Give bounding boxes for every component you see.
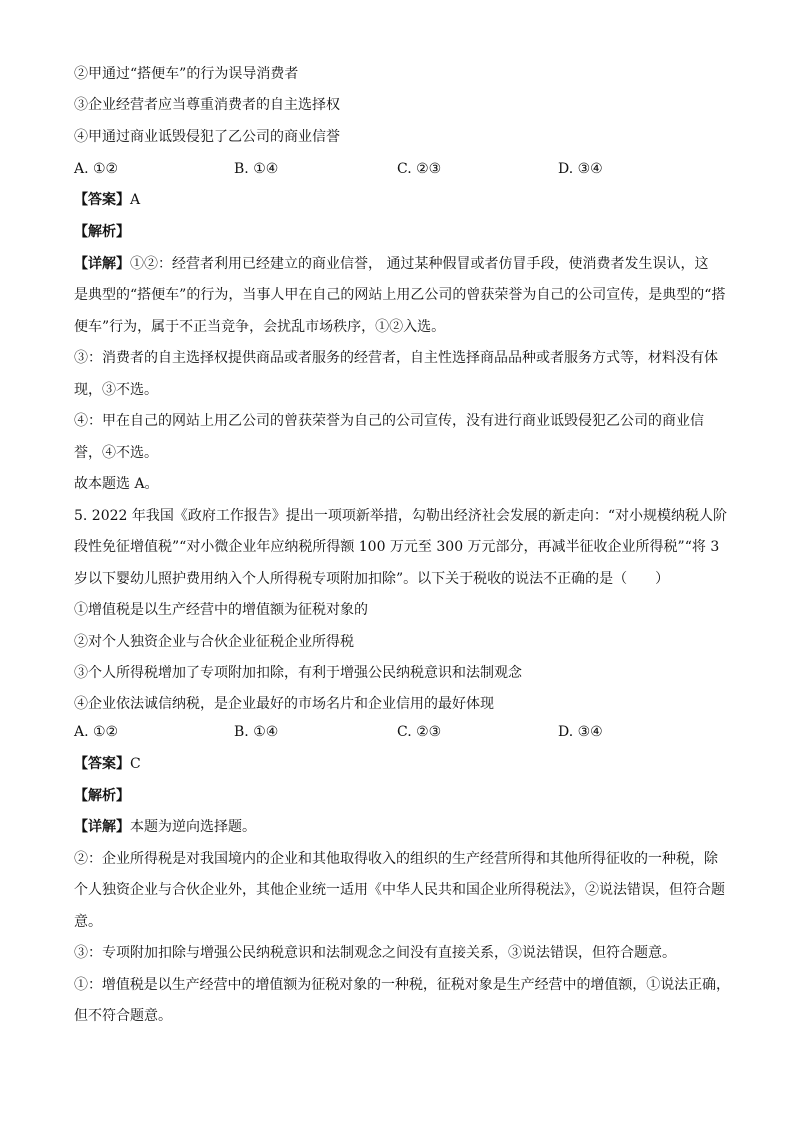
q4-detail-line-2: 是典型的“搭便车”的行为，当事人甲在自己的网站上用乙公司的曾获荣誉为自己的公司宣传，是典型的“搭 bbox=[74, 287, 726, 303]
q5-detail-line-5: ①：增值税是以生产经营中的增值额为征税对象的一种税，征税对象是生产经营中的增值额，①说法正确， bbox=[74, 977, 730, 993]
q5-option-b: B. ①④ bbox=[234, 724, 279, 740]
q5-detail-line-1: ②：企业所得税是对我国境内的企业和其他取得收入的组织的生产经营所得和其他所得征收的一种税，除 bbox=[74, 851, 718, 867]
q4-answer bbox=[74, 190, 140, 210]
q4-detail-line-4: ③：消费者的自主选择权提供商品或者服务的经营者，自主性选择商品品种或者服务方式等，材料没有体 bbox=[74, 350, 718, 366]
q5-option-c: C. ②③ bbox=[397, 724, 442, 740]
q4-detail-line-7: 誉，④不选。 bbox=[74, 445, 158, 461]
q4-option-a: A. ①② bbox=[74, 161, 119, 177]
q5-item-2: ②对个人独资企业与合伙企业征税企业所得税 bbox=[74, 634, 354, 650]
q5-item-3: ③个人所得税增加了专项附加扣除，有利于增强公民纳税意识和法制观念 bbox=[74, 665, 522, 681]
q5-analysis-tag: 【解析】 bbox=[74, 788, 130, 804]
q5-option-a: A. ①② bbox=[74, 724, 119, 740]
q4-detail-line-6: ④：甲在自己的网站上用乙公司的曾获荣誉为自己的公司宣传，没有进行商业诋毁侵犯乙公司的商业信 bbox=[74, 413, 704, 429]
q5-item-1: ①增值税是以生产经营中的增值额为征税对象的 bbox=[74, 602, 368, 618]
q4-conclusion: 故本题选 A。 bbox=[74, 476, 159, 492]
q4-item-3: ③企业经营者应当尊重消费者的自主选择权 bbox=[74, 97, 340, 113]
q4-item-4: ④甲通过商业诋毁侵犯了乙公司的商业信誉 bbox=[74, 129, 340, 145]
q5-item-4: ④企业依法诚信纳税，是企业最好的市场名片和企业信用的最好体现 bbox=[74, 696, 494, 712]
detail-text: ①②：经营者利用已经建立的商业信誉， 通过某种假冒或者仿冒手段，使消费者发生误认，这 bbox=[130, 256, 709, 272]
q5-detail-line-6: 但不符合题意。 bbox=[74, 1008, 172, 1024]
q5-options bbox=[74, 722, 734, 742]
q5-detail-line-3: 意。 bbox=[74, 914, 102, 930]
q5-detail-intro bbox=[74, 817, 256, 837]
q4-analysis-tag: 【解析】 bbox=[74, 224, 130, 240]
answer-tag: 【答案】 bbox=[74, 756, 130, 772]
q5-answer bbox=[74, 754, 141, 774]
q5-stem-line-2: 段性免征增值税”“对小微企业年应纳税所得额 100 万元至 300 万元部分，再减半征收企业所得税”“将 3 bbox=[74, 539, 720, 555]
q4-option-d: D. ③④ bbox=[558, 161, 603, 177]
q4-detail-line-5: 现，③不选。 bbox=[74, 382, 158, 398]
q4-options bbox=[74, 159, 734, 179]
detail-tag: 【详解】 bbox=[74, 819, 130, 835]
q5-detail-line-4: ③：专项附加扣除与增强公民纳税意识和法制观念之间没有直接关系，③说法错误，但符合题意。 bbox=[74, 945, 676, 961]
answer-value: A bbox=[130, 192, 141, 208]
answer-value: C bbox=[130, 756, 141, 772]
q4-detail-line-1 bbox=[74, 254, 708, 274]
q4-item-2: ②甲通过“搭便车”的行为误导消费者 bbox=[74, 66, 299, 82]
q5-detail-line-2: 个人独资企业与合伙企业外，其他企业统一适用《中华人民共和国企业所得税法》，②说法错误，但符合题 bbox=[74, 882, 725, 898]
q5-stem-line-1: 5. 2022 年我国《政府工作报告》提出一项项新举措，勾勒出经济社会发展的新走向：“对小规模纳税人阶 bbox=[74, 508, 728, 524]
q5-stem-line-3: 岁以下婴幼儿照护费用纳入个人所得税专项附加扣除”。以下关于税收的说法不正确的是（ ） bbox=[74, 571, 670, 587]
q4-option-b: B. ①④ bbox=[234, 161, 279, 177]
detail-text: 本题为逆向选择题。 bbox=[130, 819, 256, 835]
detail-tag: 【详解】 bbox=[74, 256, 130, 272]
q5-option-d: D. ③④ bbox=[558, 724, 603, 740]
q4-detail-line-3: 便车”行为，属于不正当竞争，会扰乱市场秩序，①②入选。 bbox=[74, 319, 446, 335]
q4-option-c: C. ②③ bbox=[397, 161, 442, 177]
answer-tag: 【答案】 bbox=[74, 192, 130, 208]
